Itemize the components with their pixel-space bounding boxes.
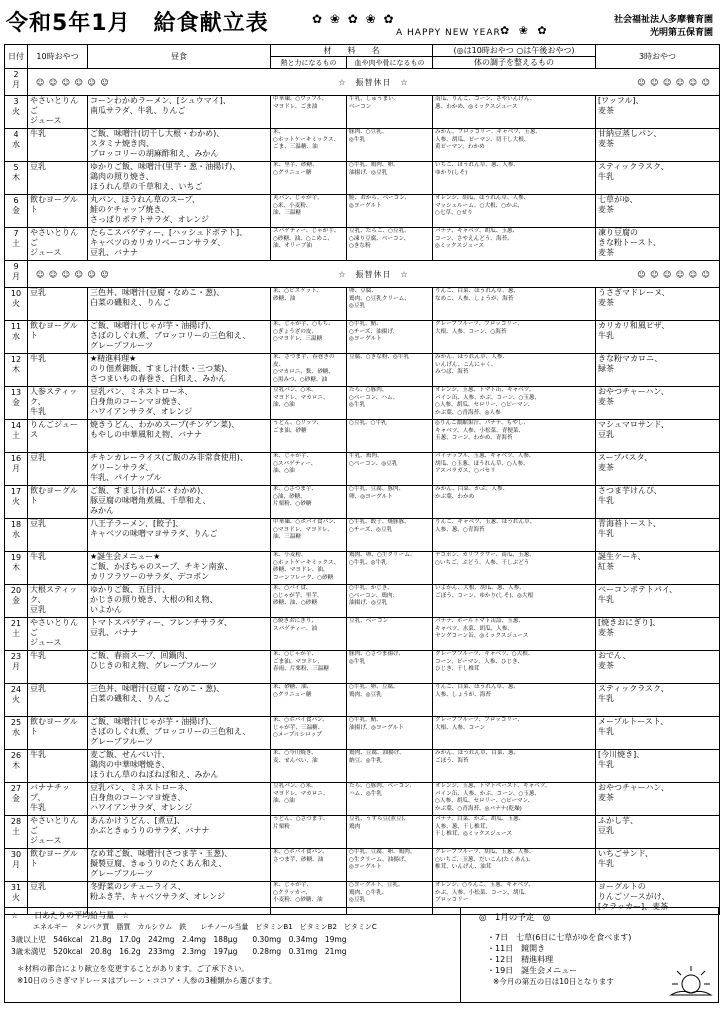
event-item: ・11日 鏡開き	[487, 944, 546, 953]
col-date: 日付	[5, 45, 28, 69]
nutrition-header: エネルギー タンパク質 脂質 カルシウム 鉄 レチノール当量 ビタミンB1 ビタミンB2 ビタミンC	[33, 923, 377, 931]
date-cell	[5, 585, 28, 618]
regulating-foods: みかん、ほうれん草、白菜、葱、 ごぼう、海苔	[433, 750, 596, 783]
morning-snack: 豆乳	[28, 684, 88, 717]
morning-snack: 人参スティック、 牛乳	[28, 387, 88, 420]
date-number: 6	[13, 196, 19, 205]
energy-foods: うどん、○リッツ、 ごま油、砂糖	[271, 420, 347, 453]
date-number: 14	[10, 421, 22, 430]
decoration-right: ☺ ☺ ☺ ☺ ☺ ☺	[637, 77, 711, 87]
regulating-foods: オレンジ、玉葱、トマト缶、キャベツ、 パイン缶、人参、かぶ、コーン、○玉葱、 ○人参、胡瓜、セロリー、○ピーマン、 かぶ葉、○青海苔、◎人参	[433, 387, 596, 420]
morning-snack: りんごジュース	[28, 420, 88, 453]
body-building-foods: 鶏肉、卵、○生クリーム、 ○牛乳、◎牛乳	[347, 552, 433, 585]
body-building-foods: ○牛乳、餃子、焼豚豚、 ○チーズ、◎豆乳	[347, 519, 433, 552]
date-cell	[5, 420, 28, 453]
afternoon-snack: 凍り豆腐の きな粉トースト、 麦茶	[596, 228, 720, 261]
lunch-menu: 三色丼、味噌汁(豆腐・なめこ・葱)、 白菜の磯和え、りんご	[88, 288, 271, 321]
energy-foods: 米、○今川焼き、 麦、せんべい、油	[271, 750, 347, 783]
regulating-foods: りんご、白菜、ほうれん草、葱、 なめこ、人参、しょうが、海苔	[433, 288, 596, 321]
lunch-menu: あんかけうどん、[煮豆]、 かぶときゅうりのサラダ、バナナ	[88, 816, 271, 849]
footnote-madeleine: ※10日のうさぎマドレーヌはプレーン・ココア・人参の3種類から選びます。	[17, 976, 277, 985]
regulating-foods: 南瓜、りんご、コーン、さやいんげん、 葱、わかめ、◎ミックスジュース	[433, 96, 596, 129]
date-cell	[5, 69, 28, 96]
day-of-week: 土	[12, 239, 20, 248]
menu-row	[5, 717, 720, 750]
energy-foods: 米、○パイ食、 ○じゃが芋、里芋、 砂糖、油、○砂糖	[271, 585, 347, 618]
afternoon-snack: [今川焼き]、 牛乳	[596, 750, 720, 783]
afternoon-snack: おやつチャーハン、 麦茶	[596, 783, 720, 816]
morning-snack: 牛乳	[28, 129, 88, 162]
date-cell	[5, 651, 28, 684]
day-of-week: 火	[12, 107, 20, 116]
date-number: 20	[10, 586, 22, 595]
date-cell	[5, 849, 28, 882]
date-number: 30	[10, 850, 22, 859]
afternoon-snack: 甘納豆蒸しパン、 麦茶	[596, 129, 720, 162]
regulating-foods: グレープフルーツ、キャベツ、○大根、 コーン、ピーマン、人参、ひじき、 ひじき、干し椎茸	[433, 651, 596, 684]
morning-snack: 牛乳	[28, 354, 88, 387]
date-number: 16	[10, 454, 22, 463]
lunch-menu: 豆乳パン、ミネストローネ、 白身魚のコーンマヨ焼き、 ハワイアンサラダ、オレンジ	[88, 387, 271, 420]
menu-row	[5, 585, 720, 618]
col-afternoon-snack: 3時おやつ	[596, 45, 720, 69]
afternoon-snack: スティックラスク、 牛乳	[596, 684, 720, 717]
day-of-week: 水	[12, 332, 20, 341]
date-number: 9	[13, 262, 19, 271]
menu-row	[5, 162, 720, 195]
morning-snack: 飲むヨーグルト	[28, 486, 88, 519]
afternoon-snack: 青海苔トースト、 牛乳	[596, 519, 720, 552]
regulating-foods: パイナップル、玉葱、キャベツ、人参、 胡瓜、○玉葱、ほうれん草、○人参、 アスパラガス、○パセリ	[433, 453, 596, 486]
day-of-week: 月	[12, 860, 20, 869]
afternoon-snack: ふかし芋、 豆乳	[596, 816, 720, 849]
lunch-menu: 三色丼、味噌汁(豆腐・なめこ・葱)、 白菜の磯和え、りんご	[88, 684, 271, 717]
menu-row	[5, 129, 720, 162]
morning-snack: やさいとりんご ジュース	[28, 96, 88, 129]
regulating-foods: バナナ、キャベツ、胡瓜、玉葱、 コーン、さやえんどう、海苔、 ◎ミックスジュース	[433, 228, 596, 261]
morning-snack: 牛乳	[28, 552, 88, 585]
morning-snack: 飲むヨーグルト	[28, 321, 88, 354]
body-building-foods: 牛乳、鶏肉、 ○ベーコン、◎豆乳	[347, 453, 433, 486]
lunch-menu: チキンカレーライス(ご飯のみ非常食使用)、 グリーンサラダ、 牛乳、パイナップル	[88, 453, 271, 486]
nutrition-panel	[5, 908, 461, 1002]
regulating-foods: オレンジ、胡瓜、ほうれん草、人参、 マッシュルーム、○大根、○かぶ、 ○七草、○せり	[433, 195, 596, 228]
lunch-menu: トマトスパゲティー、フレンチサラダ、 豆乳、バナナ	[88, 618, 271, 651]
energy-foods: スパゲティー、じゃが芋、 ○砂糖、油、○こめこ、 油、オリーブ油	[271, 228, 347, 261]
decoration-left: ✿ ❀ ✿ ❀ ✿	[312, 12, 396, 26]
date-number: 2	[13, 70, 19, 79]
menu-row	[5, 228, 720, 261]
energy-foods: 米、里芋、砂糖、 ○グラニュー糖	[271, 162, 347, 195]
morning-snack: 豆乳	[28, 288, 88, 321]
date-cell	[5, 96, 28, 129]
events-title: ◎ 1月の予定 ◎	[479, 913, 551, 923]
energy-foods: 米、じゃが芋、○もち、 ○ぎょうざの皮、 ○マヨドレ、三温糖	[271, 321, 347, 354]
afternoon-snack: [焼きおにぎり]、 麦茶	[596, 618, 720, 651]
date-number: 5	[13, 163, 19, 172]
menu-row	[5, 453, 720, 486]
nutrition-title: ☆ 一日あたりの平均給与量 ☆	[11, 911, 130, 920]
lunch-menu: ★精進料理★ のり佃煮御飯、すまし汁(麩・三つ葉)、 さつまいもの春巻き、白和え、みかん	[88, 354, 271, 387]
lunch-menu: たらこスパゲティー、[ハッシュドポテト]、 キャベツのカリカリベーコンサラダ、 豆乳、バナナ	[88, 228, 271, 261]
regulating-foods: いよかん、大根、胡瓜、葱、人参、 ごぼう、コーン、ゆかり(しそ)、◎大根	[433, 585, 596, 618]
col-energy-foods: 熱と力になるもの	[271, 57, 347, 69]
sun-illustration-icon	[669, 962, 713, 996]
body-building-foods: 豚肉、○さつま揚げ、 ◎牛乳	[347, 651, 433, 684]
day-of-week: 土	[12, 827, 20, 836]
body-building-foods: ○牛乳、鯖、 ○チーズ、油揚げ、 ◎ヨーグルト	[347, 321, 433, 354]
date-number: 10	[10, 289, 22, 298]
lunch-menu: コーンわかめラーメン、[シュウマイ]、 南瓜サラダ、牛乳、りんご	[88, 96, 271, 129]
date-cell	[5, 618, 28, 651]
regulating-foods: デコポン、カリフラワー、南瓜、玉葱、 ○いちご、ぶどう、人参、干しぶどう	[433, 552, 596, 585]
holiday-band	[28, 261, 720, 288]
morning-snack: 豆乳	[28, 519, 88, 552]
body-building-foods: 鮭、おから、ベーコン、 ◎ヨーグルト	[347, 195, 433, 228]
morning-snack: やさいとりんご ジュース	[28, 816, 88, 849]
afternoon-snack: 七草がゆ、 麦茶	[596, 195, 720, 228]
afternoon-snack: いちごサンド、 牛乳	[596, 849, 720, 882]
footer	[4, 907, 719, 1003]
date-number: 12	[10, 355, 22, 364]
energy-foods: 米、 ○ホットケーキミックス、 ごま、三温糖、油	[271, 129, 347, 162]
lunch-menu: 豆乳パン、ミネストローネ、 白身魚のコーンマヨ焼き、 ハワイアンサラダ、オレンジ	[88, 783, 271, 816]
nutrition-row-under3: 3歳未満児 520kcal 20.8g 16.2g 233mg 2.3mg 197μg 0.28mg 0.31mg 21mg	[11, 947, 347, 956]
page-title: 令和5年1月 給食献立表	[6, 11, 269, 36]
morning-snack: 飲むヨーグルト	[28, 717, 88, 750]
date-cell	[5, 783, 28, 816]
menu-row	[5, 519, 720, 552]
organization-name: 社会福祉法人多摩養育園	[613, 15, 713, 25]
holiday-row	[5, 261, 720, 288]
menu-row	[5, 420, 720, 453]
menu-row	[5, 387, 720, 420]
event-item: ・19日 誕生会メニュー	[487, 966, 578, 975]
day-of-week: 水	[12, 140, 20, 149]
body-building-foods: 豆乳、うずら豆(煮豆)、 鶏肉	[347, 816, 433, 849]
holiday-band	[28, 69, 720, 96]
lunch-menu: なめ茸ご飯、味噌汁(さつま芋・玉葱)、 擬製豆腐、きゅうりのたくあん和え、 グレープフルーツ	[88, 849, 271, 882]
date-number: 11	[10, 322, 22, 331]
energy-foods: 米、さつま芋、春巻きの皮、 ○マカロニ、麩、砂糖、 ○黒みつ、○砂糖、油	[271, 354, 347, 387]
date-cell	[5, 486, 28, 519]
col-lunch: 昼食	[88, 45, 271, 69]
page-header	[0, 0, 723, 44]
menu-row	[5, 288, 720, 321]
events-note: ※今月の第五の日は10日となります	[493, 977, 614, 986]
energy-foods: 中華麺、○ワッフル、 マヨドレ、ごま油	[271, 96, 347, 129]
day-of-week: 水	[12, 530, 20, 539]
afternoon-snack: スティックラスク、 牛乳	[596, 162, 720, 195]
body-building-foods: 牛乳、しゅうまい、 ベーコン	[347, 96, 433, 129]
date-cell	[5, 354, 28, 387]
event-item: ・7日 七草(6日に七草がゆを食べます)	[487, 933, 632, 942]
body-building-foods: ○牛乳、鶏肉、卵、 油揚げ、◎豆乳	[347, 162, 433, 195]
afternoon-snack: おでん、 麦茶	[596, 651, 720, 684]
afternoon-snack: [ワッフル]、 麦茶	[596, 96, 720, 129]
morning-snack: 豆乳	[28, 882, 88, 915]
regulating-foods: みかん、ほうれん草、人参、 いんげん、こんにゃく、 みつば、海苔	[433, 354, 596, 387]
day-of-week: 木	[12, 365, 20, 374]
menu-row	[5, 816, 720, 849]
menu-row	[5, 750, 720, 783]
energy-foods: 丸パン、じゃが芋、 ○米、小麦粉、 油、三温糖	[271, 195, 347, 228]
body-building-foods: 豆腐、○きな粉、◎牛乳	[347, 354, 433, 387]
date-cell	[5, 519, 28, 552]
date-number: 4	[13, 130, 19, 139]
lunch-menu: 麦ご飯、せんべい汁、 鶏肉の中華味噌焼き、 ほうれん草のねばねば和え、みかん	[88, 750, 271, 783]
regulating-foods: グレープフルーツ、ブロッコリー、 大根、人参、コーン、○海苔	[433, 321, 596, 354]
body-building-foods: 豆乳、ベーコン	[347, 618, 433, 651]
afternoon-snack: おやつチャーハン、 麦茶	[596, 387, 720, 420]
menu-row	[5, 783, 720, 816]
menu-row	[5, 195, 720, 228]
afternoon-snack: スープパスタ、 麦茶	[596, 453, 720, 486]
morning-snack: バナナチップ、 牛乳	[28, 783, 88, 816]
nutrition-row-over3: 3歳以上児 546kcal 21.8g 17.0g 242mg 2.4mg 188μg 0.30mg 0.34mg 19mg	[11, 935, 347, 944]
energy-foods: 豆乳パン、○米、 マヨドレ、マカロニ、 油、○油	[271, 387, 347, 420]
day-of-week: 月	[12, 272, 20, 281]
date-number: 7	[13, 229, 19, 238]
date-cell	[5, 195, 28, 228]
regulating-foods: オレンジ、玉葱、トマトペースト、キャベツ、 パイン缶、人参、かぶ、コーン、○玉葱、 ○人参、胡瓜、セロリー、○ピーマン、 かぶ葉、○青海苔、◎バナナ(乾燥)	[433, 783, 596, 816]
regulating-foods: みかん、白菜、かぶ、人参、 かぶ葉、わかめ	[433, 486, 596, 519]
afternoon-snack: きな粉マカロニ、 緑茶	[596, 354, 720, 387]
menu-row	[5, 321, 720, 354]
regulating-foods: グレープフルーツ、ブロッコリー、 大根、人参、コーン	[433, 717, 596, 750]
morning-snack: 飲むヨーグルト	[28, 849, 88, 882]
morning-snack: 豆乳	[28, 162, 88, 195]
date-cell	[5, 129, 28, 162]
date-cell	[5, 228, 28, 261]
date-cell	[5, 321, 28, 354]
menu-row	[5, 552, 720, 585]
regulating-foods: バナナ、ホールトマト缶詰、玉葱、 キャベツ、水菜、胡瓜、人参、 ヤングコーン缶、◎ミックスジュース	[433, 618, 596, 651]
day-of-week: 金	[12, 794, 20, 803]
body-building-foods: ○牛乳、鯖、 油揚げ、◎ヨーグルト	[347, 717, 433, 750]
decoration-right: ✿ ❀ ✿	[500, 24, 550, 37]
lunch-menu: ゆかりご飯、味噌汁(里芋・葱・油揚げ)、 鶏肉の照り焼き、 ほうれん草の千草和え、いちご	[88, 162, 271, 195]
afternoon-snack: カリカリ和風ピザ、 牛乳	[596, 321, 720, 354]
lunch-menu: ご飯、味噌汁(じゃが芋・油揚げ)、 さばのしぐれ煮、ブロッコリーの三色和え、 グレープフルーツ	[88, 717, 271, 750]
morning-snack: 牛乳	[28, 651, 88, 684]
morning-snack: やさいとりんご ジュース	[28, 618, 88, 651]
afternoon-snack: 誕生ケーキ、 紅茶	[596, 552, 720, 585]
regulating-foods: みかん、ブロッコリー、キャベツ、玉葱、 人参、胡瓜、ピーマン、切干し大根、 黄ピーマン、わかめ	[433, 129, 596, 162]
menu-row	[5, 618, 720, 651]
footnote-change: ＊材料の都合により献立を変更することがあります。ご了承下さい。	[17, 964, 249, 973]
date-cell	[5, 453, 28, 486]
date-number: 25	[10, 718, 22, 727]
col-body-building-foods: 血や肉や骨になるもの	[347, 57, 433, 69]
day-of-week: 土	[12, 431, 20, 440]
body-building-foods: ○牛乳、卵、豆腐、 鶏肉、◎豆乳	[347, 684, 433, 717]
energy-foods: 米、○さつま芋、 ○油、砂糖、 片栗粉、○砂糖	[271, 486, 347, 519]
morning-snack: 飲むヨーグルト	[28, 195, 88, 228]
energy-foods: 中華麺、○ボバイ食パン、 ○マヨドレ、マヨドレ、 油、三温糖	[271, 519, 347, 552]
body-building-foods: ○ヨーグルト、豆乳、 鶏肉、○牛乳、 ◎豆乳	[347, 882, 433, 915]
regulating-foods: グレープフルーツ、胡瓜、玉葱、人参、 ○いちご、玉葱、だいこん(たくあん)、 椎茸、いんげん、油茸	[433, 849, 596, 882]
regulating-foods: オレンジ、○りんご、玉葱、キャベツ、 かぶ、人参、小松菜、コーン、胡瓜、 ブロッコリー	[433, 882, 596, 915]
lunch-menu: ご飯、味噌汁(じゃが芋・油揚げ)、 さばのしぐれ煮、ブロッコリーの三色和え、 グレープフルーツ	[88, 321, 271, 354]
col-regulating-foods: 体の調子を整えるもの	[433, 57, 596, 69]
day-of-week: 土	[12, 629, 20, 638]
morning-snack: 牛乳	[28, 750, 88, 783]
afternoon-snack: メープルトースト、 牛乳	[596, 717, 720, 750]
day-of-week: 月	[12, 464, 20, 473]
body-building-foods: ○牛乳、豆腐、豚肉、 卵、◎ヨーグルト	[347, 486, 433, 519]
afternoon-snack: うさぎマドレーヌ、 麦茶	[596, 288, 720, 321]
date-cell	[5, 261, 28, 288]
lunch-menu: ご飯、味噌汁(切干し大根・わかめ)、 スタミナ焼き肉、 ブロッコリーの胡麻酢和え、みかん	[88, 129, 271, 162]
happy-new-year-text: A HAPPY NEW YEAR	[396, 28, 501, 38]
body-building-foods: ○牛乳、豆腐、卵、鶏肉、 ○生クリーム、油揚げ、 ◎ヨーグルト	[347, 849, 433, 882]
energy-foods: 豆乳パン、○米、 マヨドレ、マカロニ、 油、○油	[271, 783, 347, 816]
date-number: 18	[10, 520, 22, 529]
holiday-label: ☆ 振替休日 ☆	[338, 269, 409, 279]
energy-foods: ○焼きおにぎり、 スパゲティー、油	[271, 618, 347, 651]
date-number: 31	[10, 883, 22, 892]
date-number: 21	[10, 619, 22, 628]
date-number: 26	[10, 751, 22, 760]
regulating-foods: ◎りんご濃縮果汁、バナナ、もやし、 キャベツ、人参、小松菜、青梗菜、 玉葱、コーン、わかめ、青海苔	[433, 420, 596, 453]
decoration-left: ☺ ☺ ☺ ☺ ☺ ☺	[36, 269, 110, 279]
lunch-menu: 八王子ラーメン、[餃子]、 キャベツの味噌マヨサラダ、りんご	[88, 519, 271, 552]
day-of-week: 金	[12, 206, 20, 215]
day-of-week: 火	[12, 695, 20, 704]
energy-foods: 米、じゃが芋、 ○クラッカー、 小麦粉、○砂糖、油	[271, 882, 347, 915]
afternoon-snack: ベーコンポテトパイ、 牛乳	[596, 585, 720, 618]
body-building-foods: 卵、豆腐、 鶏肉、○豆乳クリーム、 ◎豆乳	[347, 288, 433, 321]
menu-row	[5, 684, 720, 717]
morning-snack: 豆乳	[28, 453, 88, 486]
afternoon-snack: マシュマロサンド、 豆乳	[596, 420, 720, 453]
date-number: 3	[13, 97, 19, 106]
lunch-menu: 焼きうどん、わかめスープ(チンゲン菜)、 もやしの中華風和え物、バナナ	[88, 420, 271, 453]
day-of-week: 木	[12, 563, 20, 572]
menu-row	[5, 96, 720, 129]
body-building-foods: 豚肉、○豆乳、 ◎牛乳	[347, 129, 433, 162]
date-number: 19	[10, 553, 22, 562]
energy-foods: 米、○じゃが芋、 ごま油、マヨドレ、 春雨、片栗粉、三温糖	[271, 651, 347, 684]
lunch-menu: ご飯、すまし汁(かぶ・わかめ)、 豚豆腐の味噌角煮風、千草和え、 みかん	[88, 486, 271, 519]
day-of-week: 木	[12, 173, 20, 182]
lunch-menu: 丸パン、ほうれん草のスープ、 鮭のケチャップ焼き、 さっぱりポテトサラダ、オレンジ	[88, 195, 271, 228]
col-materials-note: (◎は10時おやつ ○は午後おやつ)	[433, 45, 596, 57]
body-building-foods: ○豆乳、○牛乳	[347, 420, 433, 453]
nursery-name: 光明第五保育園	[649, 28, 713, 38]
day-of-week: 水	[12, 728, 20, 737]
body-building-foods: たら、○豚肉、 ○ベーコン、ハム、 ◎牛乳	[347, 387, 433, 420]
day-of-week: 木	[12, 761, 20, 770]
energy-foods: うどん、○さつま芋、 片栗粉	[271, 816, 347, 849]
energy-foods: 米、じゃが芋、 ○スパゲティー、 油、○油	[271, 453, 347, 486]
event-item: ・12日 精進料理	[487, 955, 554, 964]
regulating-foods: いちご、ほうれん草、葱、人参、 ゆかり(しそ)	[433, 162, 596, 195]
regulating-foods: りんご、白菜、ほうれん草、葱、 人参、しょうが、海苔	[433, 684, 596, 717]
organization	[614, 14, 713, 40]
date-number: 17	[10, 487, 22, 496]
body-building-foods: ○牛乳、かじき、 ○ベーコン、鶏肉、 油揚げ、◎豆乳	[347, 585, 433, 618]
menu-row	[5, 486, 720, 519]
menu-row	[5, 651, 720, 684]
energy-foods: 米、○ボバイ食パン、 じゃが芋、三温糖、 ○メープルシロップ	[271, 717, 347, 750]
regulating-foods: バナナ、白菜、かぶ、胡瓜、玉葱、 人参、葱、干し椎茸、 干し椎茸、◎ミックスジュース	[433, 816, 596, 849]
date-cell	[5, 387, 28, 420]
morning-snack: やさいとりんご ジュース	[28, 228, 88, 261]
menu-table	[4, 44, 720, 915]
menu-row	[5, 354, 720, 387]
date-cell	[5, 288, 28, 321]
col-materials: 材 料 名	[271, 45, 433, 57]
energy-foods: 米、○ビスケット、 砂糖、油	[271, 288, 347, 321]
date-cell	[5, 717, 28, 750]
events-panel	[467, 908, 717, 1002]
day-of-week: 金	[12, 596, 20, 605]
decoration-right: ☺ ☺ ☺ ☺ ☺ ☺	[637, 269, 711, 279]
morning-snack: 大根スティック、 豆乳	[28, 585, 88, 618]
day-of-week: 火	[12, 893, 20, 902]
afternoon-snack: さつま芋けんぴ、 牛乳	[596, 486, 720, 519]
day-of-week: 金	[12, 398, 20, 407]
holiday-label: ☆ 振替休日 ☆	[338, 77, 409, 87]
energy-foods: 米、小麦粉、 ○ホットケーキミックス、 砂糖、マヨドレ、油、 コーンフレーク、○砂糖	[271, 552, 347, 585]
afternoon-snack: ヨーグルトの りんごソースがけ、 [クラッカー]、麦茶	[596, 882, 720, 915]
energy-foods: 米、○ボバイ食パン、 さつま芋、砂糖、油	[271, 849, 347, 882]
date-cell	[5, 552, 28, 585]
date-cell	[5, 684, 28, 717]
date-cell	[5, 816, 28, 849]
body-building-foods: 豆乳、たらこ、○豆乳、 ○凍り豆腐、ベーコン、 ○きな粉	[347, 228, 433, 261]
date-cell	[5, 750, 28, 783]
lunch-menu: ご飯、春雨スープ、回鍋肉、 ひじきの和え物、グレープフルーツ	[88, 651, 271, 684]
regulating-foods: りんご、キャベツ、玉葱、ほうれん草、 人参、葱、○青海苔	[433, 519, 596, 552]
day-of-week: 火	[12, 497, 20, 506]
date-number: 13	[10, 388, 22, 397]
body-building-foods: 鶏肉、豆腐、油揚げ、 納豆、◎牛乳	[347, 750, 433, 783]
date-number: 28	[10, 817, 22, 826]
day-of-week: 火	[12, 299, 20, 308]
decoration-left: ☺ ☺ ☺ ☺ ☺ ☺	[36, 77, 110, 87]
holiday-row	[5, 69, 720, 96]
day-of-week: 月	[12, 80, 20, 89]
lunch-menu: 冬野菜のシチューライス、 粉ふき芋、キャベツサラダ、オレンジ	[88, 882, 271, 915]
lunch-menu: ★誕生会メニュー★ ご飯、かぼちゃのスープ、チキン南蛮、 カリフラワーのサラダ、デコポン	[88, 552, 271, 585]
date-number: 23	[10, 652, 22, 661]
day-of-week: 月	[12, 662, 20, 671]
date-number: 27	[10, 784, 22, 793]
menu-row	[5, 849, 720, 882]
energy-foods: 米、砂糖、油、 ○グラニュー糖	[271, 684, 347, 717]
date-number: 24	[10, 685, 22, 694]
body-building-foods: たら、○豚肉、ベーコン、 ハム、◎牛乳	[347, 783, 433, 816]
date-cell	[5, 162, 28, 195]
col-morning-snack: 10時おやつ	[28, 45, 88, 69]
lunch-menu: ゆかりご飯、五目汁、 かじきの照り焼き、大根の和え物、 いよかん	[88, 585, 271, 618]
